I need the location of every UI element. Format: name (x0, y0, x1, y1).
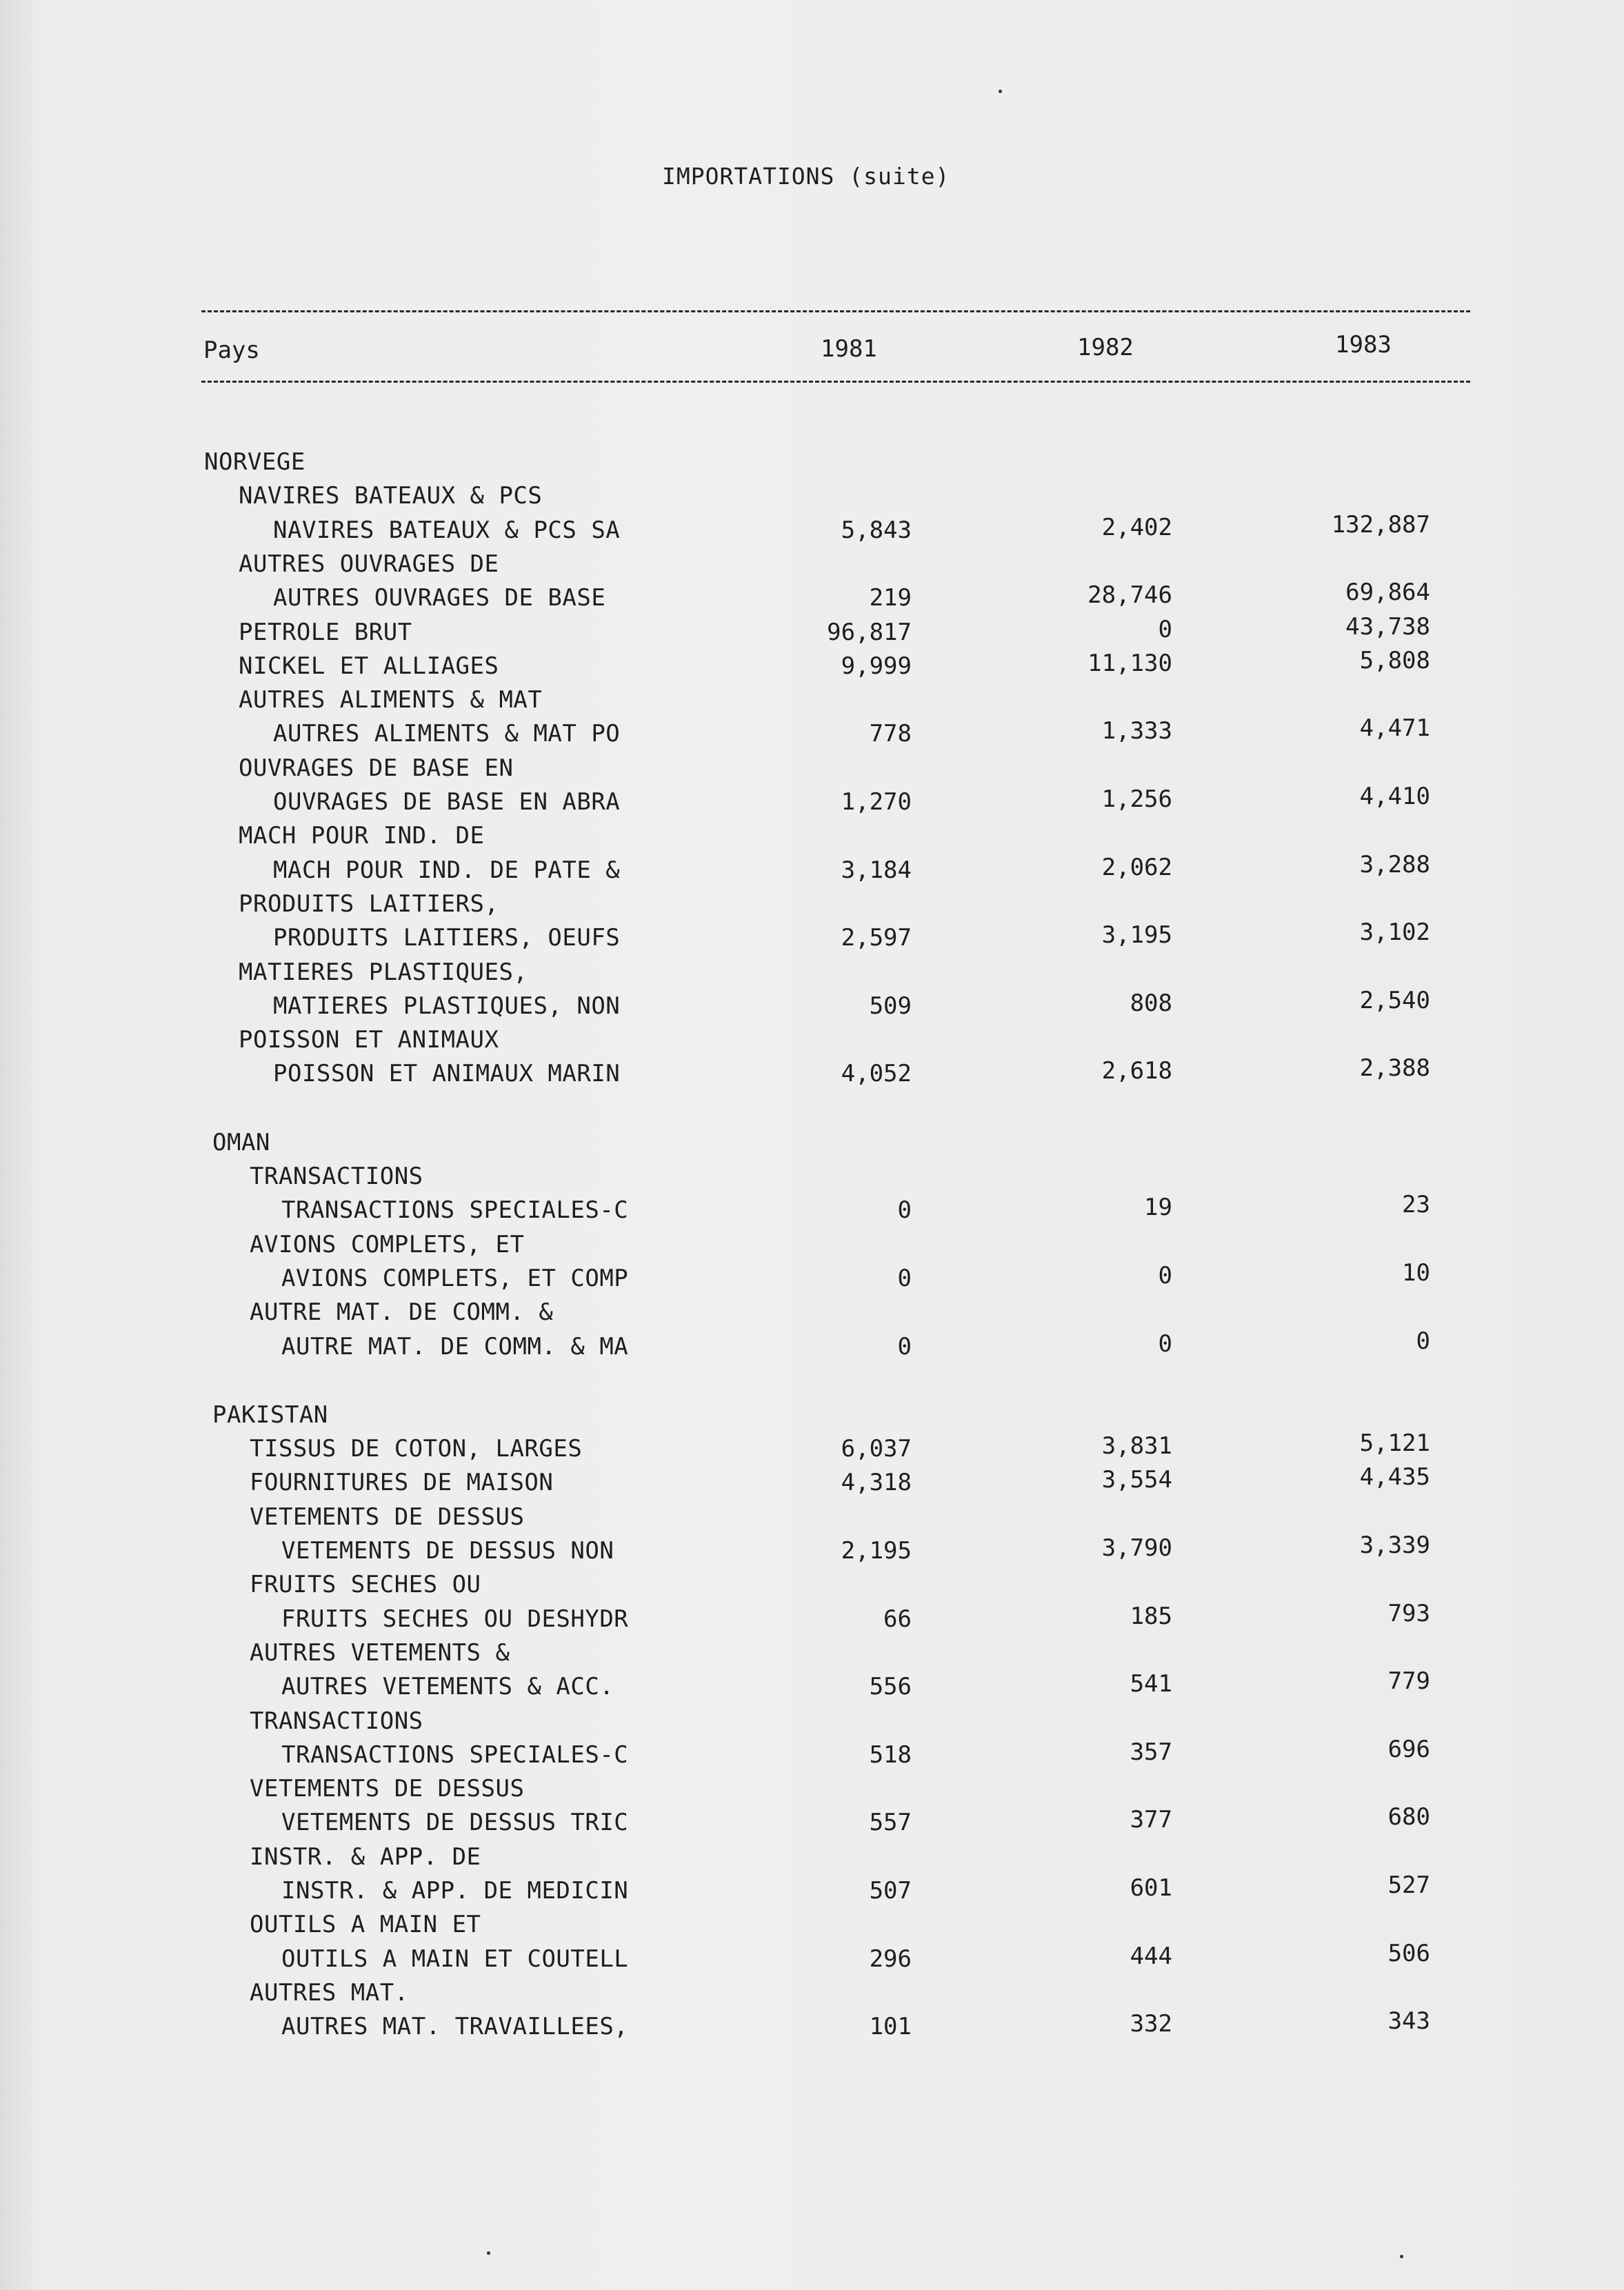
product-label: VETEMENTS DE DESSUS NON (281, 1537, 614, 1565)
value-1981: 219 (869, 584, 912, 612)
value-1983: 4,471 (1359, 714, 1430, 743)
value-1983: 3,102 (1359, 918, 1430, 947)
value-1982: 3,554 (1101, 1466, 1172, 1494)
product-label: AUTRES VETEMENTS & ACC. (281, 1673, 614, 1701)
value-1982: 3,790 (1101, 1534, 1172, 1562)
category-label: VETEMENTS DE DESSUS (250, 1775, 525, 1803)
value-1981: 5,843 (841, 516, 912, 544)
value-1983: 506 (1387, 1939, 1430, 1967)
category-label: PRODUITS LAITIERS, (239, 890, 499, 918)
value-1983: 680 (1387, 1803, 1430, 1831)
value-1982: 2,618 (1101, 1057, 1172, 1085)
value-1983: 10 (1402, 1258, 1430, 1287)
value-1983: 3,339 (1359, 1531, 1430, 1559)
value-1982: 601 (1130, 1874, 1172, 1902)
value-1982: 541 (1130, 1670, 1172, 1698)
value-1981: 557 (869, 1809, 912, 1837)
value-1982: 2,402 (1101, 513, 1172, 541)
product-label: OUTILS A MAIN ET COUTELL (281, 1945, 629, 1973)
product-label: VETEMENTS DE DESSUS TRIC (281, 1809, 629, 1837)
value-1982: 357 (1130, 1738, 1172, 1766)
value-1981: 518 (869, 1740, 912, 1769)
product-label: AVIONS COMPLETS, ET COMP (281, 1264, 629, 1292)
value-1982: 0 (1158, 1261, 1172, 1289)
value-1983: 69,864 (1345, 579, 1430, 607)
value-1983: 3,288 (1359, 850, 1430, 878)
value-1981: 96,817 (827, 618, 912, 646)
value-1983: 0 (1416, 1327, 1430, 1355)
value-1981: 4,052 (841, 1060, 912, 1088)
scan-speck (487, 2251, 490, 2255)
product-label: PETROLE BRUT (239, 618, 412, 646)
product-label: AUTRES ALIMENTS & MAT PO (273, 720, 621, 748)
header-rule-top (201, 310, 1470, 312)
value-1983: 4,410 (1359, 783, 1430, 810)
value-1983: 779 (1387, 1667, 1430, 1696)
product-label: OUVRAGES DE BASE EN ABRA (273, 788, 621, 816)
product-label: MATIERES PLASTIQUES, NON (273, 992, 621, 1020)
value-1981: 0 (897, 1264, 912, 1292)
category-label: AUTRES VETEMENTS & (250, 1638, 510, 1667)
value-1983: 5,808 (1359, 646, 1430, 674)
category-label: FRUITS SECHES OU (250, 1571, 481, 1599)
category-label: VETEMENTS DE DESSUS (250, 1503, 525, 1531)
value-1981: 4,318 (841, 1469, 912, 1497)
value-1981: 507 (869, 1877, 912, 1905)
value-1982: 3,831 (1101, 1432, 1172, 1460)
header-1982: 1982 (1077, 334, 1134, 361)
category-label: TRANSACTIONS (250, 1707, 423, 1735)
header-1983: 1983 (1335, 331, 1392, 359)
value-1983: 343 (1387, 2007, 1430, 2036)
value-1983: 2,540 (1359, 986, 1430, 1014)
value-1982: 1,333 (1101, 717, 1172, 745)
scan-speck (1400, 2255, 1403, 2258)
country-name: NORVEGE (204, 448, 305, 476)
value-1982: 2,062 (1101, 853, 1172, 881)
product-label: TRANSACTIONS SPECIALES-C (281, 1196, 629, 1225)
category-label: AUTRES OUVRAGES DE (239, 550, 499, 578)
value-1981: 0 (897, 1196, 912, 1225)
value-1981: 101 (869, 2013, 912, 2041)
category-label: OUVRAGES DE BASE EN (239, 754, 514, 782)
product-label: AUTRE MAT. DE COMM. & MA (281, 1332, 629, 1360)
value-1981: 296 (869, 1945, 912, 1973)
value-1982: 3,195 (1101, 921, 1172, 950)
product-label: POISSON ET ANIMAUX MARIN (273, 1060, 621, 1088)
value-1983: 793 (1387, 1599, 1430, 1627)
category-label: INSTR. & APP. DE (250, 1842, 481, 1871)
value-1983: 5,121 (1359, 1429, 1430, 1458)
value-1981: 1,270 (841, 788, 912, 816)
product-label: NAVIRES BATEAUX & PCS SA (273, 516, 621, 544)
value-1983: 2,388 (1359, 1054, 1430, 1083)
category-label: AUTRES MAT. (250, 1978, 409, 2007)
value-1981: 556 (869, 1673, 912, 1701)
category-label: MATIERES PLASTIQUES, (239, 958, 528, 986)
value-1982: 19 (1144, 1194, 1172, 1222)
value-1981: 0 (897, 1332, 912, 1360)
scan-speck (999, 90, 1002, 93)
header-1981: 1981 (821, 335, 877, 363)
category-label: NAVIRES BATEAUX & PCS (239, 482, 543, 510)
category-label: MACH POUR IND. DE (239, 822, 485, 850)
category-label: AUTRE MAT. DE COMM. & (250, 1298, 554, 1327)
product-label: NICKEL ET ALLIAGES (239, 652, 499, 680)
value-1983: 43,738 (1345, 612, 1430, 641)
value-1982: 1,256 (1101, 785, 1172, 813)
category-label: OUTILS A MAIN ET (250, 1911, 481, 1939)
product-label: FOURNITURES DE MAISON (250, 1469, 554, 1497)
value-1982: 11,130 (1087, 649, 1172, 677)
value-1982: 0 (1158, 1329, 1172, 1358)
product-label: TISSUS DE COTON, LARGES (250, 1435, 583, 1463)
product-label: TRANSACTIONS SPECIALES-C (281, 1740, 629, 1769)
value-1982: 0 (1158, 615, 1172, 643)
value-1981: 2,195 (841, 1537, 912, 1565)
product-label: AUTRES OUVRAGES DE BASE (273, 584, 606, 612)
value-1983: 696 (1387, 1735, 1430, 1763)
value-1982: 808 (1130, 989, 1172, 1017)
value-1982: 332 (1130, 2010, 1172, 2038)
value-1981: 9,999 (841, 652, 912, 680)
value-1981: 3,184 (841, 856, 912, 884)
value-1983: 527 (1387, 1871, 1430, 1899)
value-1983: 4,435 (1359, 1463, 1430, 1491)
product-label: FRUITS SECHES OU DESHYDR (281, 1605, 629, 1633)
page-title: IMPORTATIONS (suite) (662, 163, 950, 190)
category-label: AVIONS COMPLETS, ET (250, 1230, 525, 1258)
value-1981: 66 (883, 1605, 912, 1633)
value-1981: 778 (869, 720, 912, 748)
value-1981: 6,037 (841, 1435, 912, 1463)
product-label: INSTR. & APP. DE MEDICIN (281, 1877, 629, 1905)
category-label: POISSON ET ANIMAUX (239, 1026, 499, 1054)
value-1981: 2,597 (841, 924, 912, 952)
value-1983: 23 (1402, 1191, 1430, 1219)
value-1982: 444 (1130, 1942, 1172, 1970)
country-name: PAKISTAN (212, 1400, 328, 1429)
value-1983: 132,887 (1331, 510, 1430, 539)
category-label: AUTRES ALIMENTS & MAT (239, 686, 543, 714)
header-country: Pays (203, 337, 260, 364)
value-1982: 377 (1130, 1806, 1172, 1834)
country-name: OMAN (212, 1128, 270, 1156)
category-label: TRANSACTIONS (250, 1163, 423, 1190)
header-rule-bottom (201, 381, 1470, 383)
product-label: PRODUITS LAITIERS, OEUFS (273, 924, 621, 952)
value-1981: 509 (869, 992, 912, 1020)
value-1982: 185 (1130, 1602, 1172, 1630)
product-label: AUTRES MAT. TRAVAILLEES, (281, 2013, 629, 2041)
product-label: MACH POUR IND. DE PATE & (273, 856, 621, 884)
value-1982: 28,746 (1087, 581, 1172, 610)
